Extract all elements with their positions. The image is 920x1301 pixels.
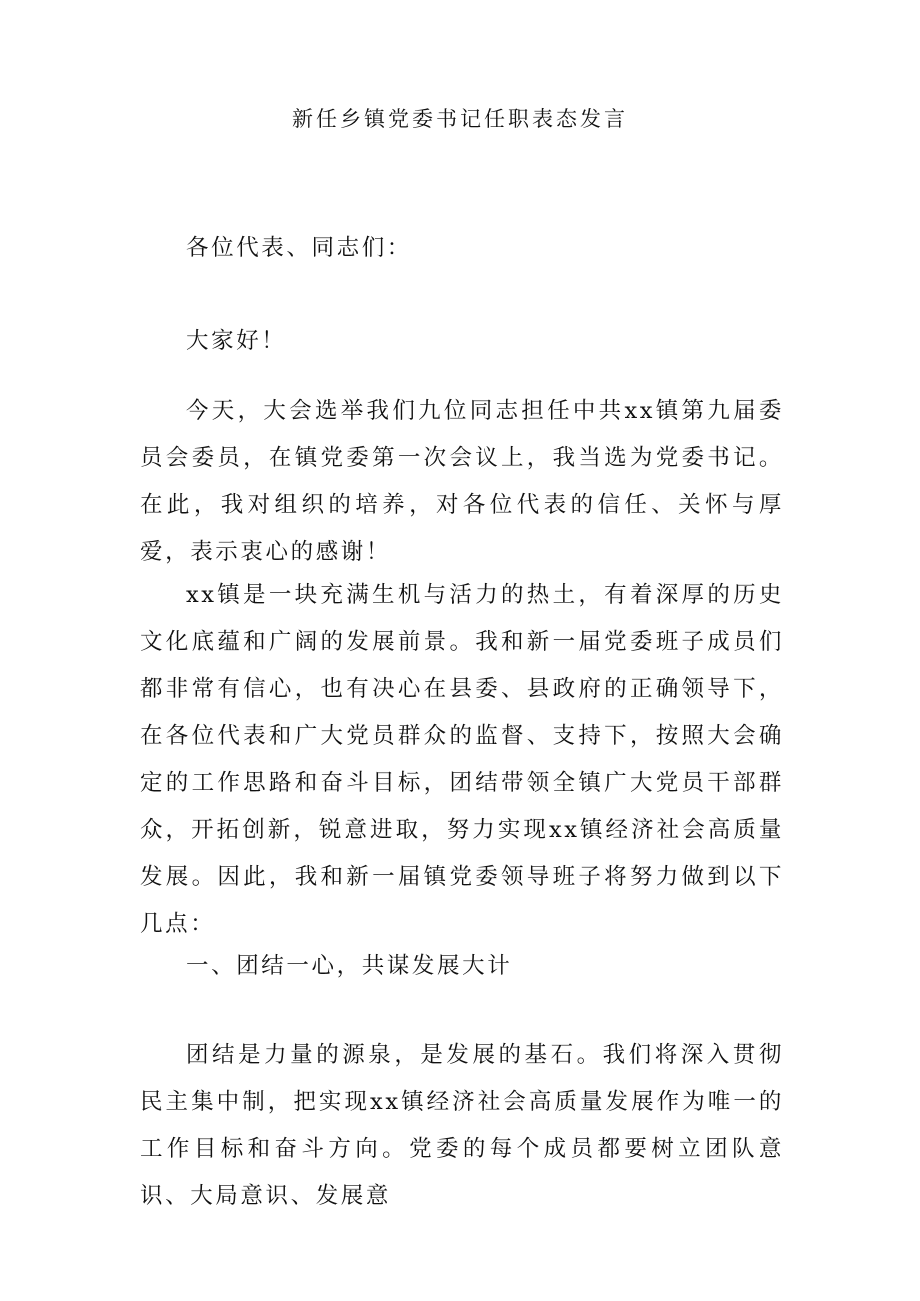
unity-paragraph: 团结是力量的源泉，是发展的基石。我们将深入贯彻民主集中制，把实现xx镇经济社会高质量发展作为唯一的工作目标和奋斗方向。党委的每个成员都要树立团队意识、大局意识、发展意 xyxy=(140,1042,784,1209)
section-heading-1: 一、团结一心，共谋发展大计 xyxy=(186,953,513,979)
town-development-paragraph: xx镇是一块充满生机与活力的热土，有着深厚的历史文化底蕴和广阔的发展前景。我和新一届党委班子成员们都非常有信心，也有决心在县委、县政府的正确领导下，在各位代表和广大党员群众的监督、支持下，按照大会确定的工作思路和奋斗目标，团结带领全镇广大党员干部群众，开拓创新，锐意进取，努力实现xx镇经济社会高质量发展。因此，我和新一届镇党委领导班子将努力做到以下几点： xyxy=(140,582,784,937)
document-title: 新任乡镇党委书记任职表态发言 xyxy=(292,107,628,131)
greeting-paragraph: 大家好！ xyxy=(186,328,287,354)
salutation-paragraph: 各位代表、同志们： xyxy=(186,235,412,261)
election-paragraph: 今天，大会选举我们九位同志担任中共xx镇第九届委员会委员，在镇党委第一次会议上，我当选为党委书记。在此，我对组织的培养，对各位代表的信任、关怀与厚爱，表示衷心的感谢！ xyxy=(140,398,784,565)
